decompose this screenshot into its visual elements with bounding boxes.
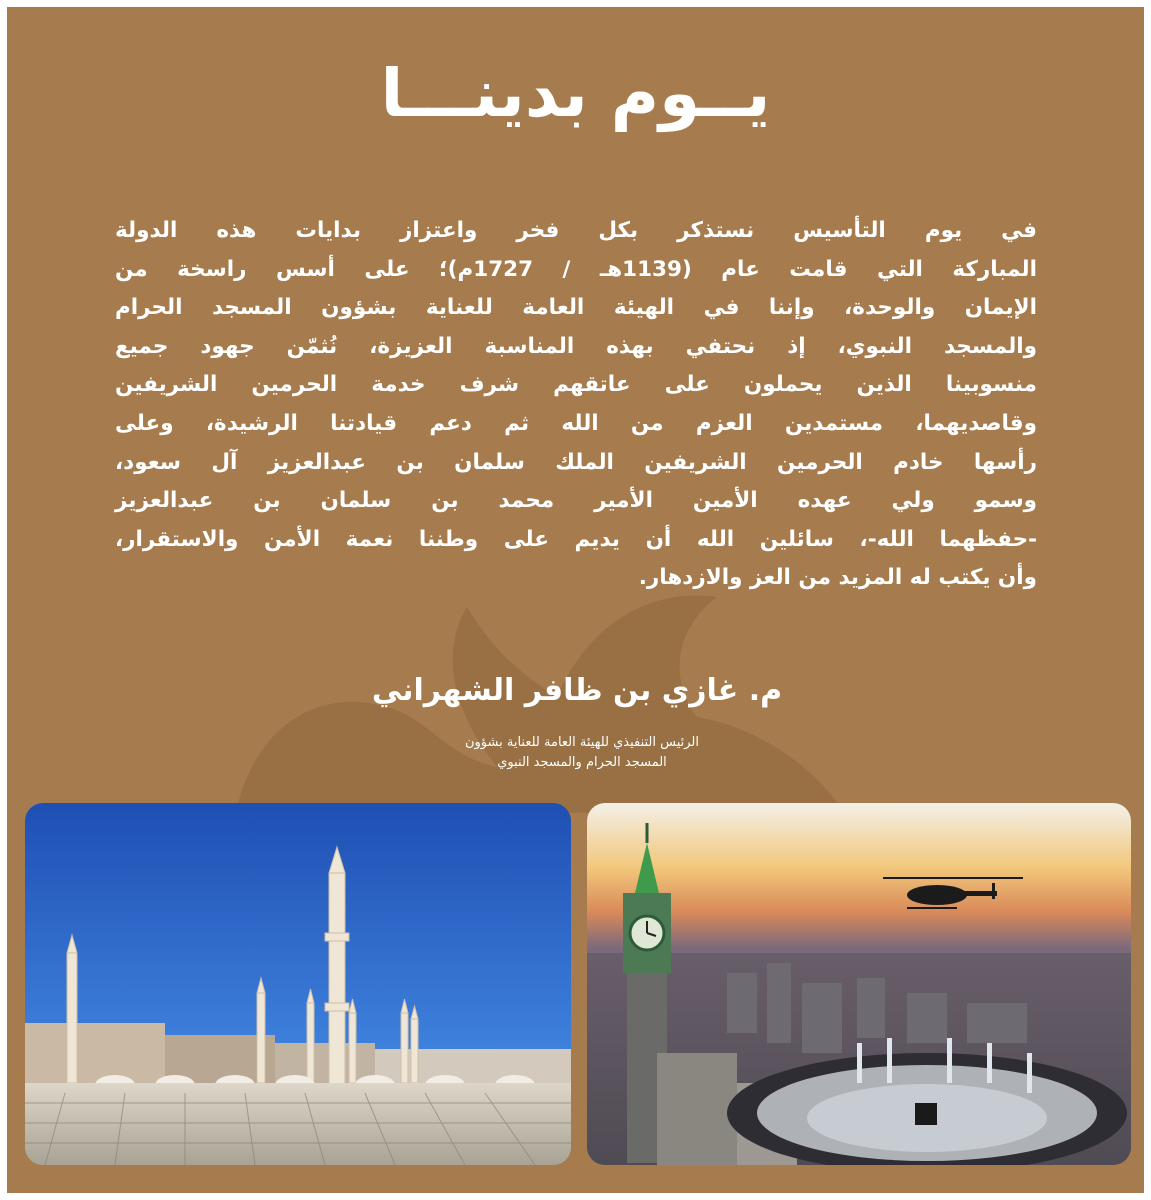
signer-role-line: المسجد الحرام والمسجد النبوي bbox=[497, 755, 667, 770]
statement-line: وأن يكتب له المزيد من العز والازدهار. bbox=[638, 565, 1037, 591]
statement-text bbox=[115, 212, 1037, 598]
statement-line: -حفظهما الله-، سائلين الله أن يديم على وطننا نعمة الأمن والاستقرار، bbox=[115, 526, 1037, 552]
statement-line: رأسها خادم الحرمين الشريفين الملك سلمان بن عبدالعزيز آل سعود، bbox=[115, 449, 1037, 475]
statement-line: في يوم التأسيس نستذكر بكل فخر واعتزاز بدايات هذه الدولة bbox=[115, 218, 1037, 243]
page-title: يــوم بدينـــا bbox=[380, 55, 771, 132]
statement-line: الإيمان والوحدة، وإننا في الهيئة العامة للعناية بشؤون المسجد الحرام bbox=[115, 295, 1037, 321]
signer-name: م. غازي بن ظافر الشهراني bbox=[371, 673, 783, 708]
statement-line: منسوبينا الذين يحملون على عاتقهم شرف خدمة الحرمين الشريفين bbox=[115, 372, 1037, 398]
statement-line: المباركة التي قامت عام (1139هـ / 1727م)؛ على أسس راسخة من bbox=[115, 256, 1037, 282]
signer-role bbox=[387, 733, 777, 773]
prophets-mosque-photo bbox=[25, 803, 571, 1165]
statement-line: وسمو ولي عهده الأمين الأمير محمد بن سلمان بن عبدالعزيز bbox=[115, 488, 1037, 514]
statement-line: وقاصديهما، مستمدين العزم من الله ثم دعم قيادتنا الرشيدة، وعلى bbox=[115, 410, 1037, 436]
masjid-al-haram-photo bbox=[587, 803, 1131, 1165]
signer-role-line: الرئيس التنفيذي للهيئة العامة للعناية بشؤون bbox=[464, 735, 699, 750]
poster-panel bbox=[7, 7, 1144, 1193]
statement-line: والمسجد النبوي، إذ نحتفي بهذه المناسبة العزيزة، نُثمّن جهود جميع bbox=[115, 333, 1037, 359]
